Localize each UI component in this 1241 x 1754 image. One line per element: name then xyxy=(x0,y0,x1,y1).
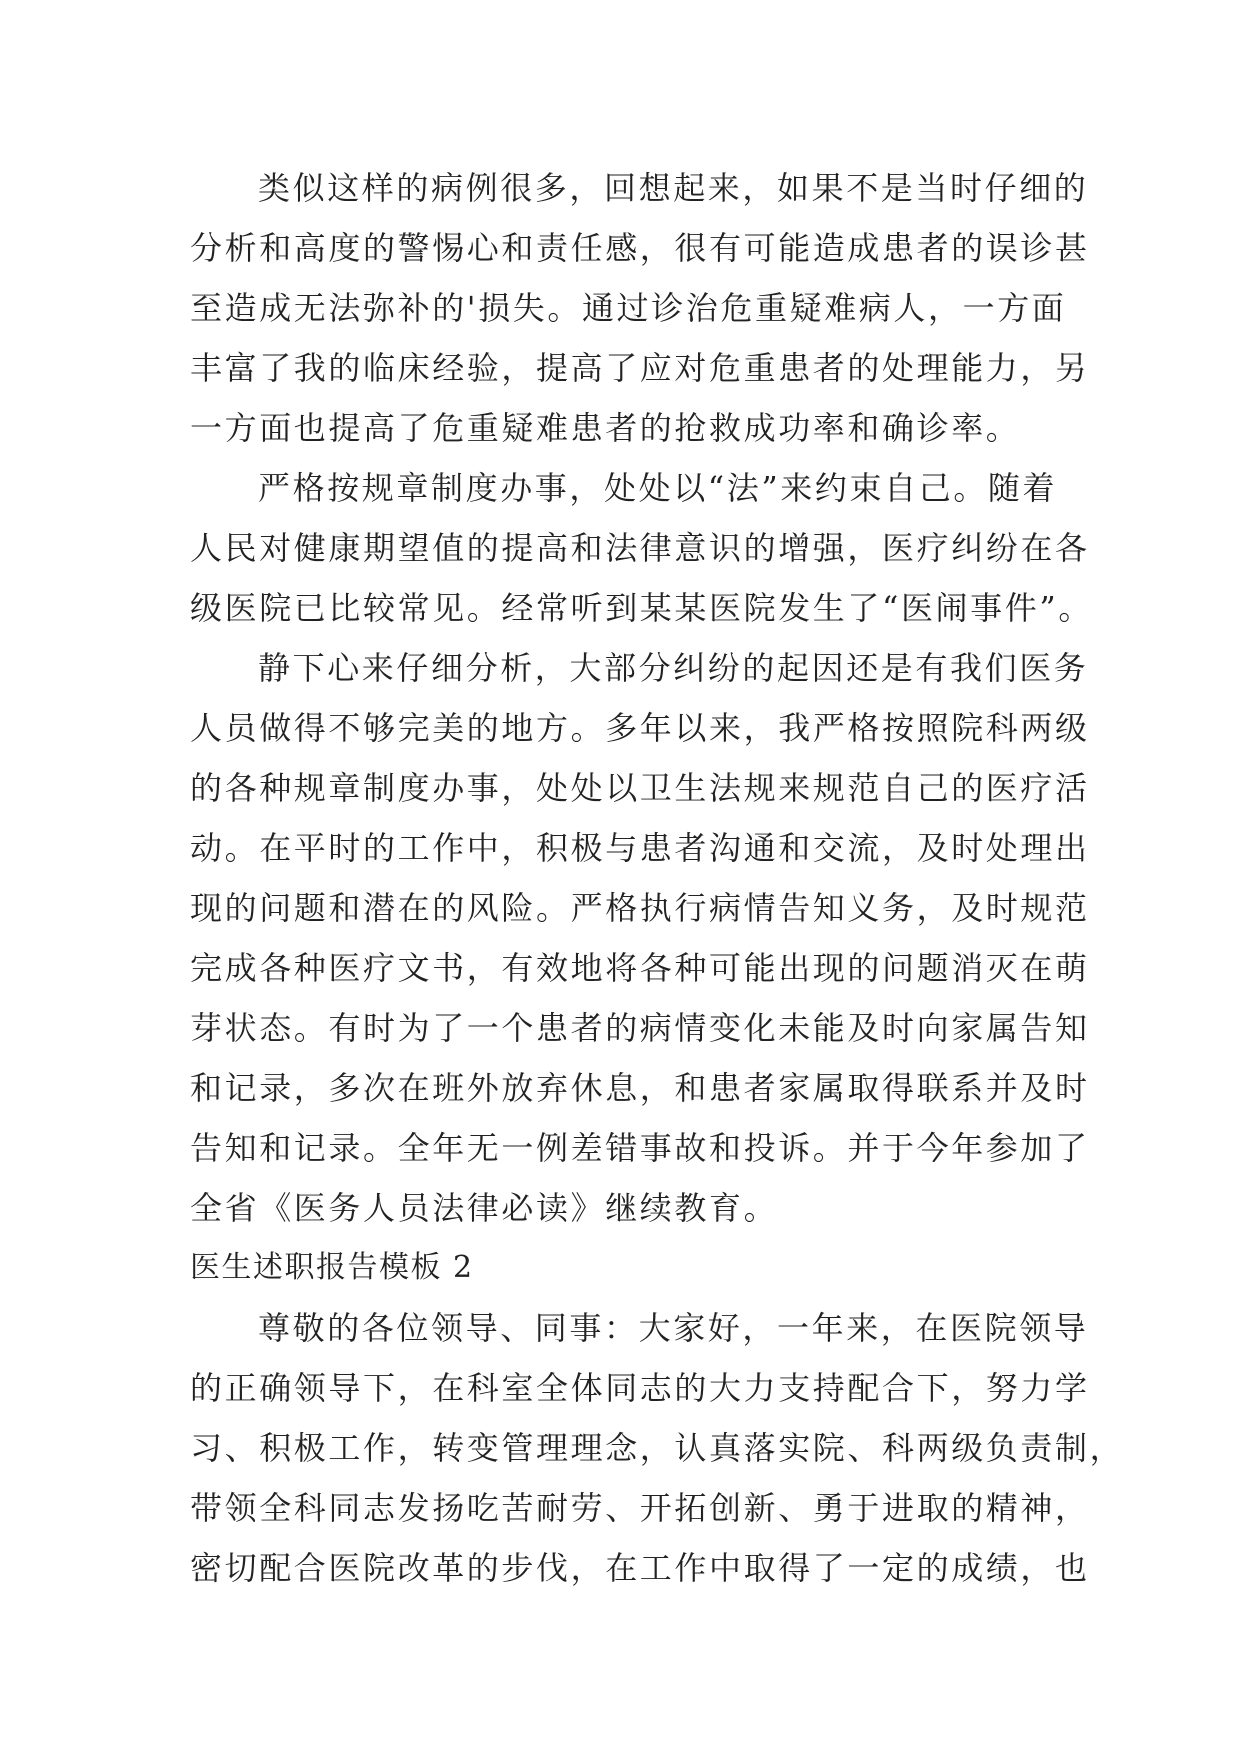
paragraph xyxy=(190,638,1090,1238)
text-line: 严格按规章制度办事，处处以“法”来约束自己。随着 xyxy=(258,469,1058,507)
text-line: 类似这样的病例很多，回想起来，如果不是当时仔细的 xyxy=(258,169,1089,207)
text-line: 人民对健康期望值的提高和法律意识的增强，医疗纠纷在各 xyxy=(190,529,1090,567)
text-line: 芽状态。有时为了一个患者的病情变化未能及时向家属告知 xyxy=(190,1009,1090,1047)
text-line: 密切配合医院改革的步伐，在工作中取得了一定的成绩，也 xyxy=(190,1549,1090,1587)
text-line: 全省《医务人员法律必读》继续教育。 xyxy=(190,1189,779,1227)
text-line: 完成各种医疗文书，有效地将各种可能出现的问题消灭在萌 xyxy=(190,949,1090,987)
text-line: 级医院已比较常见。经常听到某某医院发生了“医闹事件”。 xyxy=(190,589,1093,627)
text-line: 尊敬的各位领导、同事：大家好，一年来，在医院领导 xyxy=(258,1309,1089,1347)
text-line: 静下心来仔细分析，大部分纠纷的起因还是有我们医务 xyxy=(258,649,1089,687)
text-line: 告知和记录。全年无一例差错事故和投诉。并于今年参加了 xyxy=(190,1129,1090,1167)
section-heading: 医生述职报告模板 2 xyxy=(190,1250,474,1285)
text-line: 带领全科同志发扬吃苦耐劳、开拓创新、勇于进取的精神， xyxy=(190,1489,1090,1527)
text-line: 和记录，多次在班外放弃休息，和患者家属取得联系并及时 xyxy=(190,1069,1090,1107)
text-line: 习、积极工作，转变管理理念，认真落实院、科两级负责制， xyxy=(190,1429,1125,1467)
text-line: 一方面也提高了危重疑难患者的抢救成功率和确诊率。 xyxy=(190,409,1021,447)
text-line: 现的问题和潜在的风险。严格执行病情告知义务，及时规范 xyxy=(190,889,1090,927)
paragraph xyxy=(190,158,1090,458)
text-line: 的各种规章制度办事，处处以卫生法规来规范自己的医疗活 xyxy=(190,769,1090,807)
text-line: 动。在平时的工作中，积极与患者沟通和交流，及时处理出 xyxy=(190,829,1090,867)
text-line: 丰富了我的临床经验，提高了应对危重患者的处理能力，另 xyxy=(190,349,1090,387)
document-body xyxy=(190,158,1125,1598)
paragraph xyxy=(190,458,1093,638)
text-line: 的正确领导下，在科室全体同志的大力支持配合下，努力学 xyxy=(190,1369,1090,1407)
text-line: 人员做得不够完美的地方。多年以来，我严格按照院科两级 xyxy=(190,709,1090,747)
text-line: 分析和高度的警惕心和责任感，很有可能造成患者的误诊甚 xyxy=(190,229,1090,267)
text-line: 至造成无法弥补的'损失。通过诊治危重疑难病人，一方面 xyxy=(190,289,1067,327)
paragraph xyxy=(190,1298,1125,1598)
